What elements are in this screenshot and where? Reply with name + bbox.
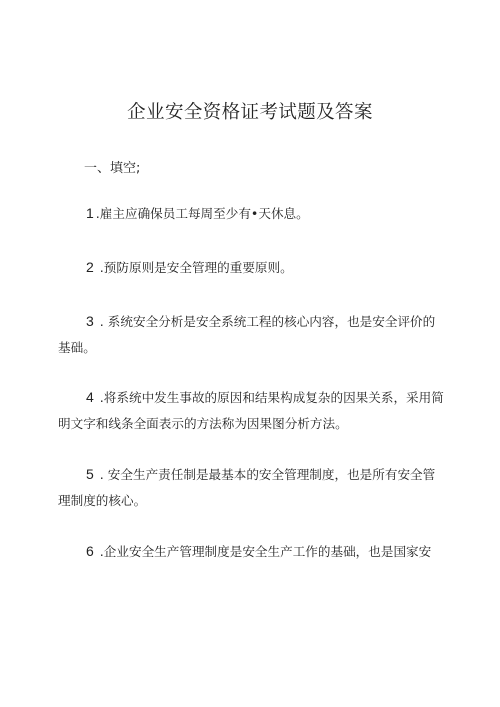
question-text: .预防原则是安全管理的重要原则。	[95, 260, 293, 275]
question-item	[58, 200, 442, 227]
document-title: 企业安全资格证考试题及答案	[127, 102, 373, 123]
question-number: 3	[86, 313, 94, 329]
question-text: .将系统中发生事故的原因和结果构成复杂的因果关系，采用简	[95, 390, 444, 405]
question-number: 2	[86, 259, 94, 275]
question-line: 理制度的核心。	[58, 493, 147, 508]
question-text: .企业安全生产管理制度是安全生产工作的基础，也是国家安	[95, 544, 432, 559]
question-number: 4	[86, 389, 94, 405]
question-item	[58, 384, 442, 437]
question-line: 明文字和线条全面表示的方法称为因果图分析方法。	[58, 416, 348, 431]
question-item	[58, 538, 442, 565]
question-text: .雇主应确保员工每周至少有•天休息。	[95, 206, 309, 221]
question-item	[58, 254, 442, 281]
question-text: . 安全生产责任制是最基本的安全管理制度，也是所有安全管	[95, 467, 436, 482]
section-heading: 一、填空;	[84, 161, 141, 176]
question-number: 5	[86, 466, 94, 482]
question-number: 1	[86, 205, 94, 221]
question-line: 基础。	[58, 340, 96, 355]
question-number: 6	[86, 543, 94, 559]
question-line	[58, 461, 442, 488]
question-line	[58, 200, 442, 227]
question-line	[58, 254, 442, 281]
question-item	[58, 308, 442, 361]
question-line	[58, 538, 442, 565]
question-line	[58, 384, 442, 411]
question-item	[58, 461, 442, 514]
question-line	[58, 308, 442, 335]
question-text: . 系统安全分析是安全系统工程的核心内容，也是安全评价的	[95, 314, 436, 329]
